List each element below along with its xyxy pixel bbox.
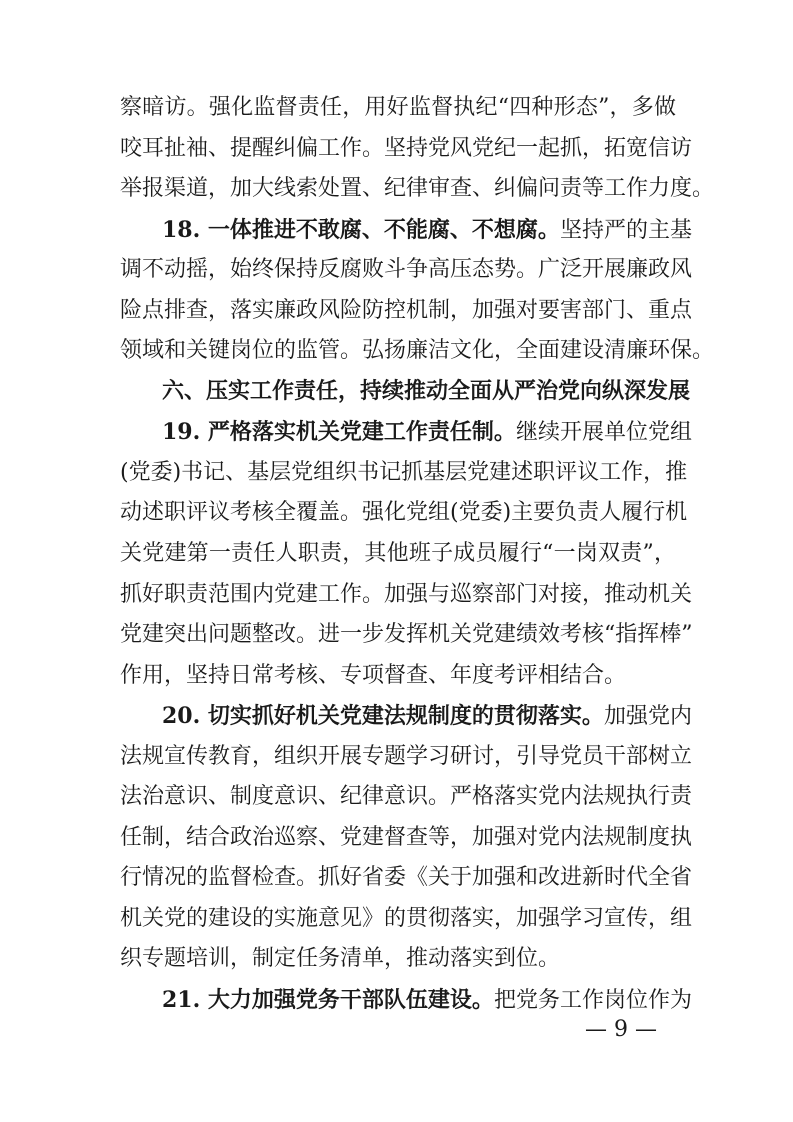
body-line: 党建突出问题整改。进一步发挥机关党建绩效考核“指挥棒” <box>120 622 693 647</box>
body-line: 抓好职责范围内党建工作。加强与巡察部门对接，推动机关 <box>120 582 693 607</box>
body-line: 咬耳扯袖、提醒纠偏工作。坚持党风党纪一起抓，拓宽信访 <box>120 136 693 161</box>
item-19-first-line <box>162 412 692 452</box>
item-20-first-line <box>162 696 692 736</box>
item-18-text: 坚持严的主基 <box>559 218 692 243</box>
body-line: 机关党的建设的实施意见》的贯彻落实，加强学习宣传，组 <box>120 906 693 931</box>
body-line: 作用，坚持日常考核、专项督查、年度考评相结合。 <box>120 663 627 688</box>
page-number: — 9 — <box>585 1017 657 1042</box>
body-line: 察暗访。强化监督责任，用好监督执纪“四种形态”，多做 <box>120 95 676 120</box>
item-18-first-line <box>162 210 692 250</box>
body-line: 调不动摇，始终保持反腐败斗争高压态势。广泛开展廉政风 <box>120 257 693 282</box>
body-line: 动述职评议考核全覆盖。强化党组(党委)主要负责人履行机 <box>120 500 688 525</box>
item-19-text: 继续开展单位党组 <box>515 420 692 445</box>
body-line: 织专题培训，制定任务清单，推动落实到位。 <box>120 946 561 971</box>
item-20-text: 加强党内 <box>603 704 692 729</box>
body-line: 险点排查，落实廉政风险防控机制，加强对要害部门、重点 <box>120 298 693 323</box>
item-21-text: 把党务工作岗位作为 <box>493 988 692 1013</box>
item-20-title: 20. 切实抓好机关党建法规制度的贯彻落实。 <box>162 703 604 729</box>
body-line: 关党建第一责任人职责，其他班子成员履行“一岗双责”， <box>120 541 676 566</box>
body-line: 任制，结合政治巡察、党建督查等，加强对党内法规制度执 <box>120 825 693 850</box>
section-heading: 六、压实工作责任，持续推动全面从严治党向纵深发展 <box>162 379 691 404</box>
body-line: 法规宣传教育，组织开展专题学习研讨，引导党员干部树立 <box>120 744 693 769</box>
body-line: (党委)书记、基层党组织书记抓基层党建述职评议工作，推 <box>120 460 688 485</box>
item-21-first-line <box>162 980 692 1020</box>
item-19-title: 19. 严格落实机关党建工作责任制。 <box>162 419 516 445</box>
body-line: 举报渠道，加大线索处置、纪律审查、纠偏问责等工作力度。 <box>120 176 715 201</box>
body-line: 领域和关键岗位的监管。弘扬廉洁文化，全面建设清廉环保。 <box>120 338 715 363</box>
item-21-title: 21. 大力加强党务干部队伍建设。 <box>162 987 494 1013</box>
body-line: 行情况的监督检查。抓好省委《关于加强和改进新时代全省 <box>120 865 693 890</box>
body-line: 法治意识、制度意识、纪律意识。严格落实党内法规执行责 <box>120 784 693 809</box>
item-18-title: 18. 一体推进不敢腐、不能腐、不想腐。 <box>162 217 560 243</box>
